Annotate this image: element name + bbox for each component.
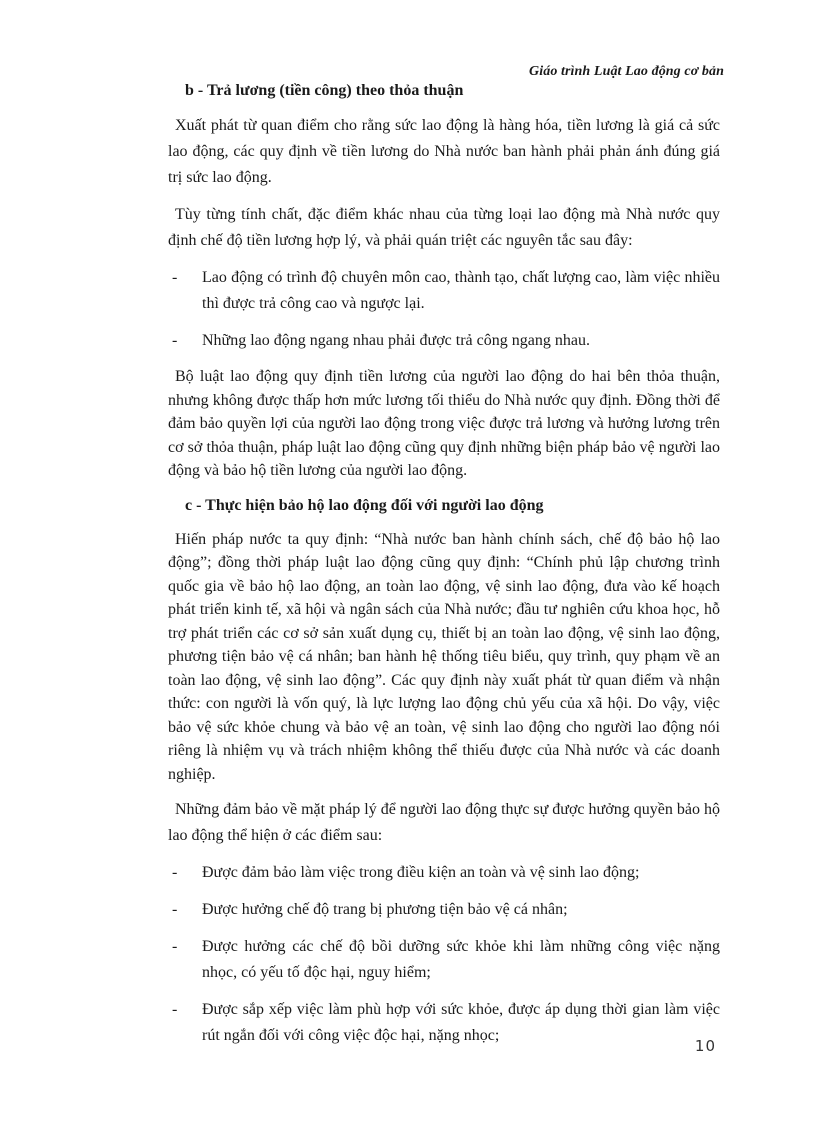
running-header: Giáo trình Luật Lao động cơ bản — [529, 64, 724, 79]
list-item — [168, 897, 720, 923]
list-item — [168, 860, 720, 886]
bullet-dash: - — [172, 901, 178, 918]
page-number: 10 — [694, 1037, 716, 1055]
section-b-bullet-list — [168, 265, 720, 354]
section-c-paragraph-1: Hiến pháp nước ta quy định: “Nhà nước ban hành chính sách, chế độ bảo hộ lao động”; đồng thời pháp luật lao động cũng quy định: “Chính phủ lập chương trình quốc gia về bảo hộ lao động, an toàn lao động, vệ sinh lao động, đưa vào kế hoạch phát triển kinh tế, xã hội và ngân sách của Nhà nước; đầu tư nghiên cứu khoa học, hỗ trợ phát triển các cơ sở sản xuất dụng cụ, thiết bị an toàn lao động, vệ sinh lao động, phương tiện bảo vệ cá nhân; ban hành hệ thống tiêu biểu, quy trình, quy phạm về an toàn lao động, vệ sinh lao động”. Các quy định này xuất phát từ quan điểm và nhận thức: con người là vốn quý, là lực lượng lao động chủ yếu của xã hội. Do vậy, việc bảo vệ sức khỏe chung và bảo vệ an toàn, vệ sinh lao động cho người lao động nói riêng là nhiệm vụ và trách nhiệm không thể thiếu được của Nhà nước và các doanh nghiệp. — [168, 530, 720, 783]
section-b-paragraph-2: Tùy từng tính chất, đặc điểm khác nhau của từng loại lao động mà Nhà nước quy định chế độ tiền lương hợp lý, và phải quán triệt các nguyên tắc sau đây: — [168, 206, 720, 249]
list-item — [168, 265, 720, 317]
section-b-paragraph-1: Xuất phát từ quan điểm cho rằng sức lao động là hàng hóa, tiền lương là giá cả sức lao động, các quy định về tiền lương do Nhà nước ban hành phải phản ánh đúng giá trị sức lao động. — [168, 117, 720, 186]
bullet-dash: - — [172, 938, 178, 955]
bullet-dash: - — [172, 864, 178, 881]
bullet-dash: - — [172, 332, 178, 349]
section-b-heading: b - Trả lương (tiền công) theo thỏa thuận — [185, 82, 464, 99]
list-item-text: Lao động có trình độ chuyên môn cao, thành tạo, chất lượng cao, làm việc nhiều thì được trả công cao và ngược lại. — [202, 269, 720, 312]
bullet-dash: - — [172, 269, 178, 286]
list-item-text: Được hưởng các chế độ bồi dưỡng sức khỏe khi làm những công việc nặng nhọc, có yếu tố độc hại, nguy hiểm; — [202, 938, 720, 981]
page-content — [168, 79, 720, 1060]
list-item — [168, 934, 720, 986]
list-item — [168, 997, 720, 1049]
list-item-text: Được đảm bảo làm việc trong điều kiện an toàn và vệ sinh lao động; — [202, 864, 640, 881]
section-c-bullet-list — [168, 860, 720, 1049]
list-item-text: Được sắp xếp việc làm phù hợp với sức khỏe, được áp dụng thời gian làm việc rút ngắn đối với công việc độc hại, nặng nhọc; — [202, 1001, 720, 1044]
list-item-text: Những lao động ngang nhau phải được trả công ngang nhau. — [202, 332, 590, 349]
bullet-dash: - — [172, 1001, 178, 1018]
section-c-heading: c - Thực hiện bảo hộ lao động đối với người lao động — [185, 496, 544, 514]
section-b-paragraph-3: Bộ luật lao động quy định tiền lương của người lao động do hai bên thỏa thuận, nhưng không được thấp hơn mức lương tối thiểu do Nhà nước quy định. Đồng thời để đảm bảo quyền lợi của người lao động trong việc được trả lương và hưởng lương trên cơ sở thỏa thuận, pháp luật lao động cũng quy định những biện pháp bảo vệ người lao động và bảo hộ tiền lương của người lao động. — [168, 368, 720, 479]
section-c-paragraph-2: Những đảm bảo về mặt pháp lý để người lao động thực sự được hưởng quyền bảo hộ lao động thể hiện ở các điểm sau: — [168, 801, 720, 844]
list-item-text: Được hưởng chế độ trang bị phương tiện bảo vệ cá nhân; — [202, 901, 568, 918]
list-item — [168, 328, 720, 354]
